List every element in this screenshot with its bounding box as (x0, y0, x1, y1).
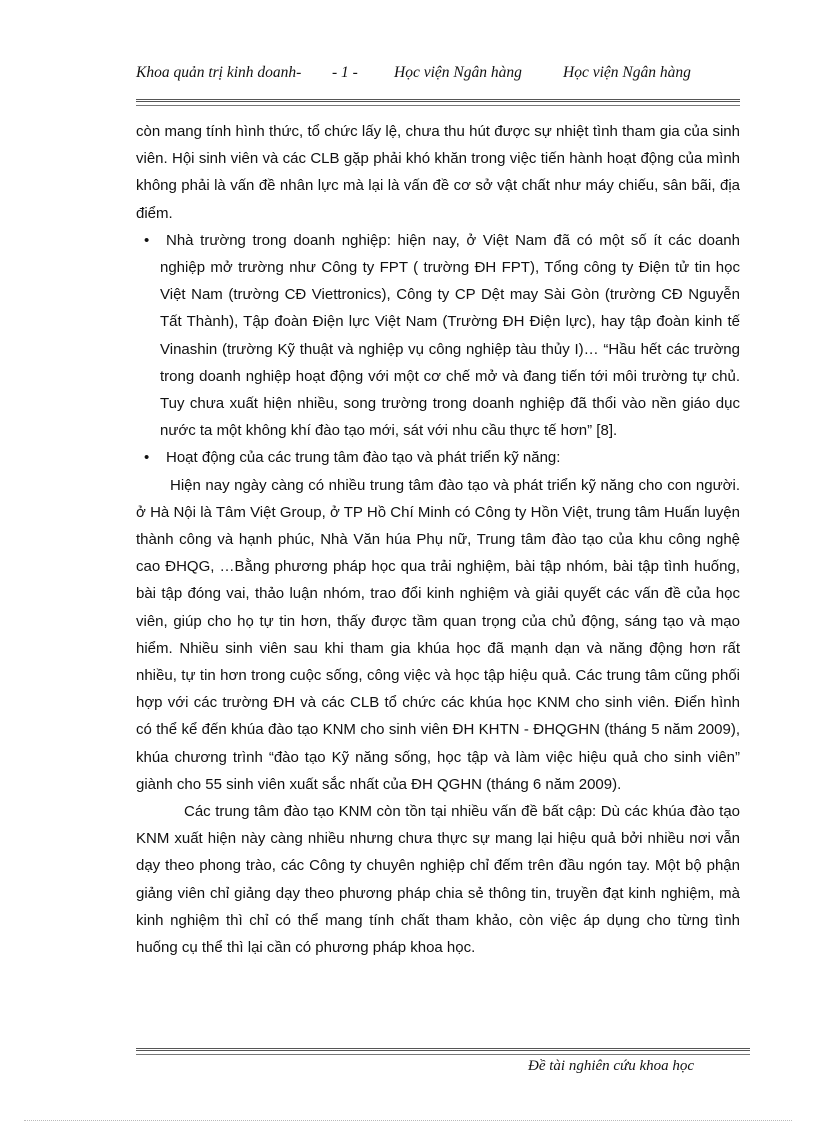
page-edge-dots (24, 1120, 792, 1121)
document-body (136, 118, 740, 961)
footer-divider-thin (136, 1054, 750, 1055)
bullet-icon: • (144, 231, 150, 249)
header-institution: Học viện Ngân hàng (394, 64, 522, 81)
paragraph-intro: còn mang tính hình thức, tổ chức lấy lệ, chưa thu hút được sự nhiệt tình tham gia của sinh viên. Hội sinh viên và các CLB gặp phải khó khăn trong việc tiến hành hoạt động của mình không phải là vấn đề nhân lực mà lại là vấn đề cơ sở vật chất như máy chiếu, sân bãi, địa điểm. (136, 123, 740, 222)
bullet-text: Nhà trường trong doanh nghiệp: hiện nay, ở Việt Nam đã có một số ít các doanh nghiệp mở trường như Công ty FPT ( trường ĐH FPT), Tổng công ty Điện tử tin học Việt Nam (trường CĐ Viettronics), Công ty CP Dệt may Sài Gòn (trường CĐ Nguyễn Tất Thành), Tập đoàn Điện lực Việt Nam (Trường ĐH Điện lực), hay tập đoàn kinh tế Vinashin (trường Kỹ thuật và nghiệp vụ công nghiệp tàu thủy I)… “Hầu hết các trường trong doanh nghiệp hoạt động với một cơ chế mở và đang tiến tới môi trường tự chủ. Tuy chưa xuất hiện nhiều, song trường trong doanh nghiệp đã thổi vào nền giáo dục nước ta một không khí đào tạo mới, sát với nhu cầu thực tế hơn” [8]. (160, 231, 740, 440)
bullet-item-training-centers (136, 444, 740, 471)
bullet-icon: • (144, 449, 150, 467)
page-footer-title: Đề tài nghiên cứu khoa học (528, 1058, 695, 1074)
bullet-item-enterprise-schools (136, 227, 740, 445)
page-header (136, 64, 740, 88)
paragraph-shortcomings: Các trung tâm đào tạo KNM còn tồn tại nhiều vấn đề bất cập: Dù các khúa đào tạo KNM xuất hiện này càng nhiều nhưng chưa thực sự mang lại hiệu quả bởi nhiều nơi vẫn dạy theo phong trào, các Công ty chuyên nghiệp chỉ đếm trên đầu ngón tay. Một bộ phận giảng viên chỉ giảng dạy theo phương pháp chia sẻ thông tin, truyền đạt kinh nghiệm, mà kinh nghiệm thì chỉ có thể mang tính chất tham khảo, còn việc áp dụng cho từng tình huống cụ thể thì lại cần có phương pháp khoa học. (136, 803, 740, 957)
header-divider-thin (136, 105, 740, 106)
header-divider (136, 99, 740, 102)
header-institution-repeat: Học viện Ngân hàng (563, 64, 691, 81)
header-page-number: - 1 - (332, 64, 358, 81)
header-department: Khoa quản trị kinh doanh- (136, 64, 302, 81)
paragraph-training-centers: Hiện nay ngày càng có nhiều trung tâm đào tạo và phát triển kỹ năng cho con người. ở Hà Nội là Tâm Việt Group, ở TP Hồ Chí Minh có Công ty Hồn Việt, trung tâm Huấn luyện thành công và hạnh phúc, Nhà Văn húa Phụ nữ, Trung tâm đào tạo của khu công nghệ cao ĐHQG, …Bằng phương pháp học qua trải nghiệm, bài tập nhóm, bài tập tình huống, bài tập đóng vai, thảo luận nhóm, trao đổi kinh nghiệm và giải quyết các vấn đề của học viên, giúp cho họ tự tin hơn, thấy được tầm quan trọng của chủ động, sáng tạo và mạo hiểm. Nhiều sinh viên sau khi tham gia khúa học đã mạnh dạn và năng động hơn rất nhiều, tự tin hơn trong cuộc sống, công việc và học tập hiệu quả. Các trung tâm cũng phối hợp với các trường ĐH và các CLB tổ chức các khúa học KNM cho sinh viên. Điển hình có thể kể đến khúa đào tạo KNM cho sinh viên ĐH KHTN - ĐHQGHN (tháng 5 năm 2009), khúa chương trình “đào tạo Kỹ năng sống, học tập và làm việc hiệu quả cho sinh viên” giành cho 55 sinh viên xuất sắc nhất của ĐH QGHN (tháng 6 năm 2009). (136, 476, 740, 793)
bullet-text: Hoạt động của các trung tâm đào tạo và phát triển kỹ năng: (166, 449, 561, 467)
footer-divider (136, 1048, 750, 1051)
